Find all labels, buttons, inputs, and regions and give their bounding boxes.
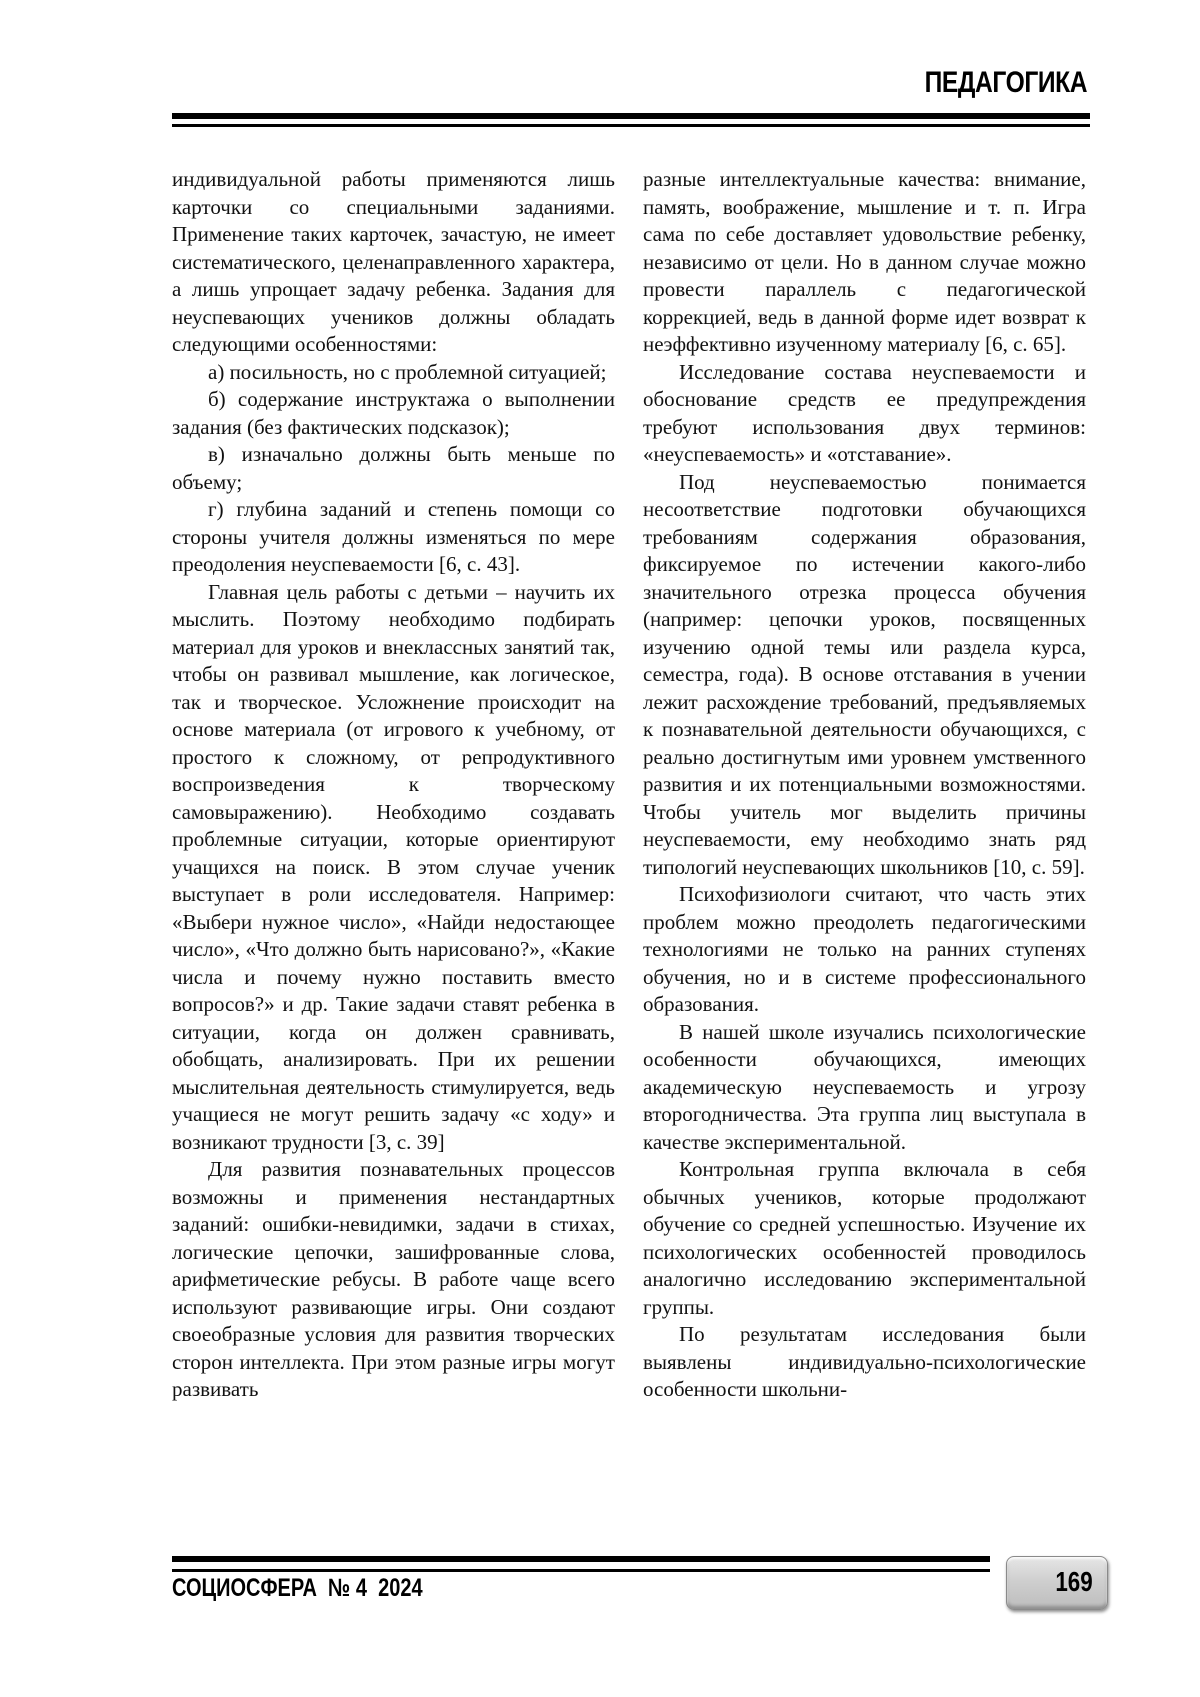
list-item: в) изначально должны быть меньше по объему;	[172, 442, 615, 494]
paragraph: Контрольная группа включала в себя обычных учеников, которые продолжают обучение со средней успешностью. Изучение их психологических особенностей проводилось аналогично исследованию экспериментальной группы.	[643, 1157, 1086, 1319]
footer-rule-thick	[172, 1556, 990, 1562]
header-rule-thick	[172, 113, 1090, 119]
paragraph: Психофизиологи считают, что часть этих проблем можно преодолеть педагогическими технологиями не только на ранних ступенях обучения, но и в системе профессионального образования.	[643, 882, 1086, 1016]
paragraph: Главная цель работы с детьми – научить их мыслить. Поэтому необходимо подбирать материал для уроков и внеклассных занятий так, чтобы он развивал мышление, как логическое, так и творческое. Усложнение происходит на основе материала (от игрового к учебному, от простого к сложному, от репродуктивного воспроизведения к творческому самовыражению). Необходимо создавать проблемные ситуации, которые ориентируют учащихся на поиск. В этом случае ученик выступает в роли исследователя. Например: «Выбери нужное число», «Найди недостающее число», «Что должно быть нарисовано?», «Какие числа и почему нужно поставить вместо вопросов?» и др. Такие задачи ставят ребенка в ситуации, когда он должен сравнивать, обобщать, анализировать. При их решении мыслительная деятельность стимулируется, ведь учащиеся не могут решить задачу «с ходу» и возникают трудности [3, с. 39]	[172, 579, 615, 1154]
paragraph: По результатам исследования были выявлены индивидуально-психологические особенности школьни-	[643, 1322, 1086, 1401]
left-column	[172, 166, 615, 1404]
list-item: а) посильность, но с проблемной ситуацией;	[208, 359, 607, 384]
section-title: ПЕДАГОГИКА	[924, 66, 1087, 99]
journal-issue: СОЦИОСФЕРА № 4 2024	[172, 1574, 423, 1602]
paragraph: Для развития познавательных процессов возможны и применения нестандартных заданий: ошибки-невидимки, задачи в стихах, логические цепочки, зашифрованные слова, арифметические ребусы. В работе чаще всего используют развивающие игры. Они создают своеобразные условия для развития творческих сторон интеллекта. При этом разные игры могут развивать	[172, 1157, 615, 1401]
paragraph: Исследование состава неуспеваемости и обоснование средств ее предупреждения требуют использования двух терминов: «неуспеваемость» и «отставание».	[643, 359, 1086, 466]
paragraph: В нашей школе изучались психологические особенности обучающихся, имеющих академическую неуспеваемость и угрозу второгодничества. Эта группа лиц выступала в качестве экспериментальной.	[643, 1019, 1086, 1154]
paragraph: разные интеллектуальные качества: внимание, память, воображение, мышление и т. п. Игра сама по себе доставляет удовольствие ребенку, независимо от цели. Но в данном случае можно провести параллель с педагогической коррекцией, ведь в данной форме идет возврат к неэффективно изученному материалу [6, с. 65].	[643, 167, 1086, 356]
footer-rule-thin	[172, 1569, 990, 1572]
paragraph: индивидуальной работы применяются лишь карточки со специальными заданиями. Применение таких карточек, зачастую, не имеет систематического, целенаправленного характера, а лишь упрощает задачу ребенка. Задания для неуспевающих учеников должны обладать следующими особенностями:	[172, 167, 615, 356]
page-number-badge	[1006, 1556, 1108, 1610]
right-column	[643, 166, 1086, 1404]
paragraph: Под неуспеваемостью понимается несоответствие подготовки обучающихся требованиям содержания образования, фиксируемое по истечении какого-либо значительного отрезка процесса обучения (например: цепочки уроков, посвященных изучению одной темы или раздела курса, семестра, года). В основе отставания в учении лежит расхождение требований, предъявляемых к познавательной деятельности обучающихся, с реально достигнутым ими уровнем умственного развития и их потенциальными возможностями. Чтобы учитель мог выделить причины неуспеваемости, ему необходимо знать ряд типологий неуспевающих школьников [10, с. 59].	[643, 469, 1086, 879]
list-item: г) глубина заданий и степень помощи со стороны учителя должны изменяться по мере преодоления неуспеваемости [6, с. 43].	[172, 497, 615, 576]
page-number: 169	[1055, 1566, 1093, 1597]
header-rule-thin	[172, 124, 1090, 127]
list-item: б) содержание инструктажа о выполнении задания (без фактических подсказок);	[172, 387, 615, 439]
